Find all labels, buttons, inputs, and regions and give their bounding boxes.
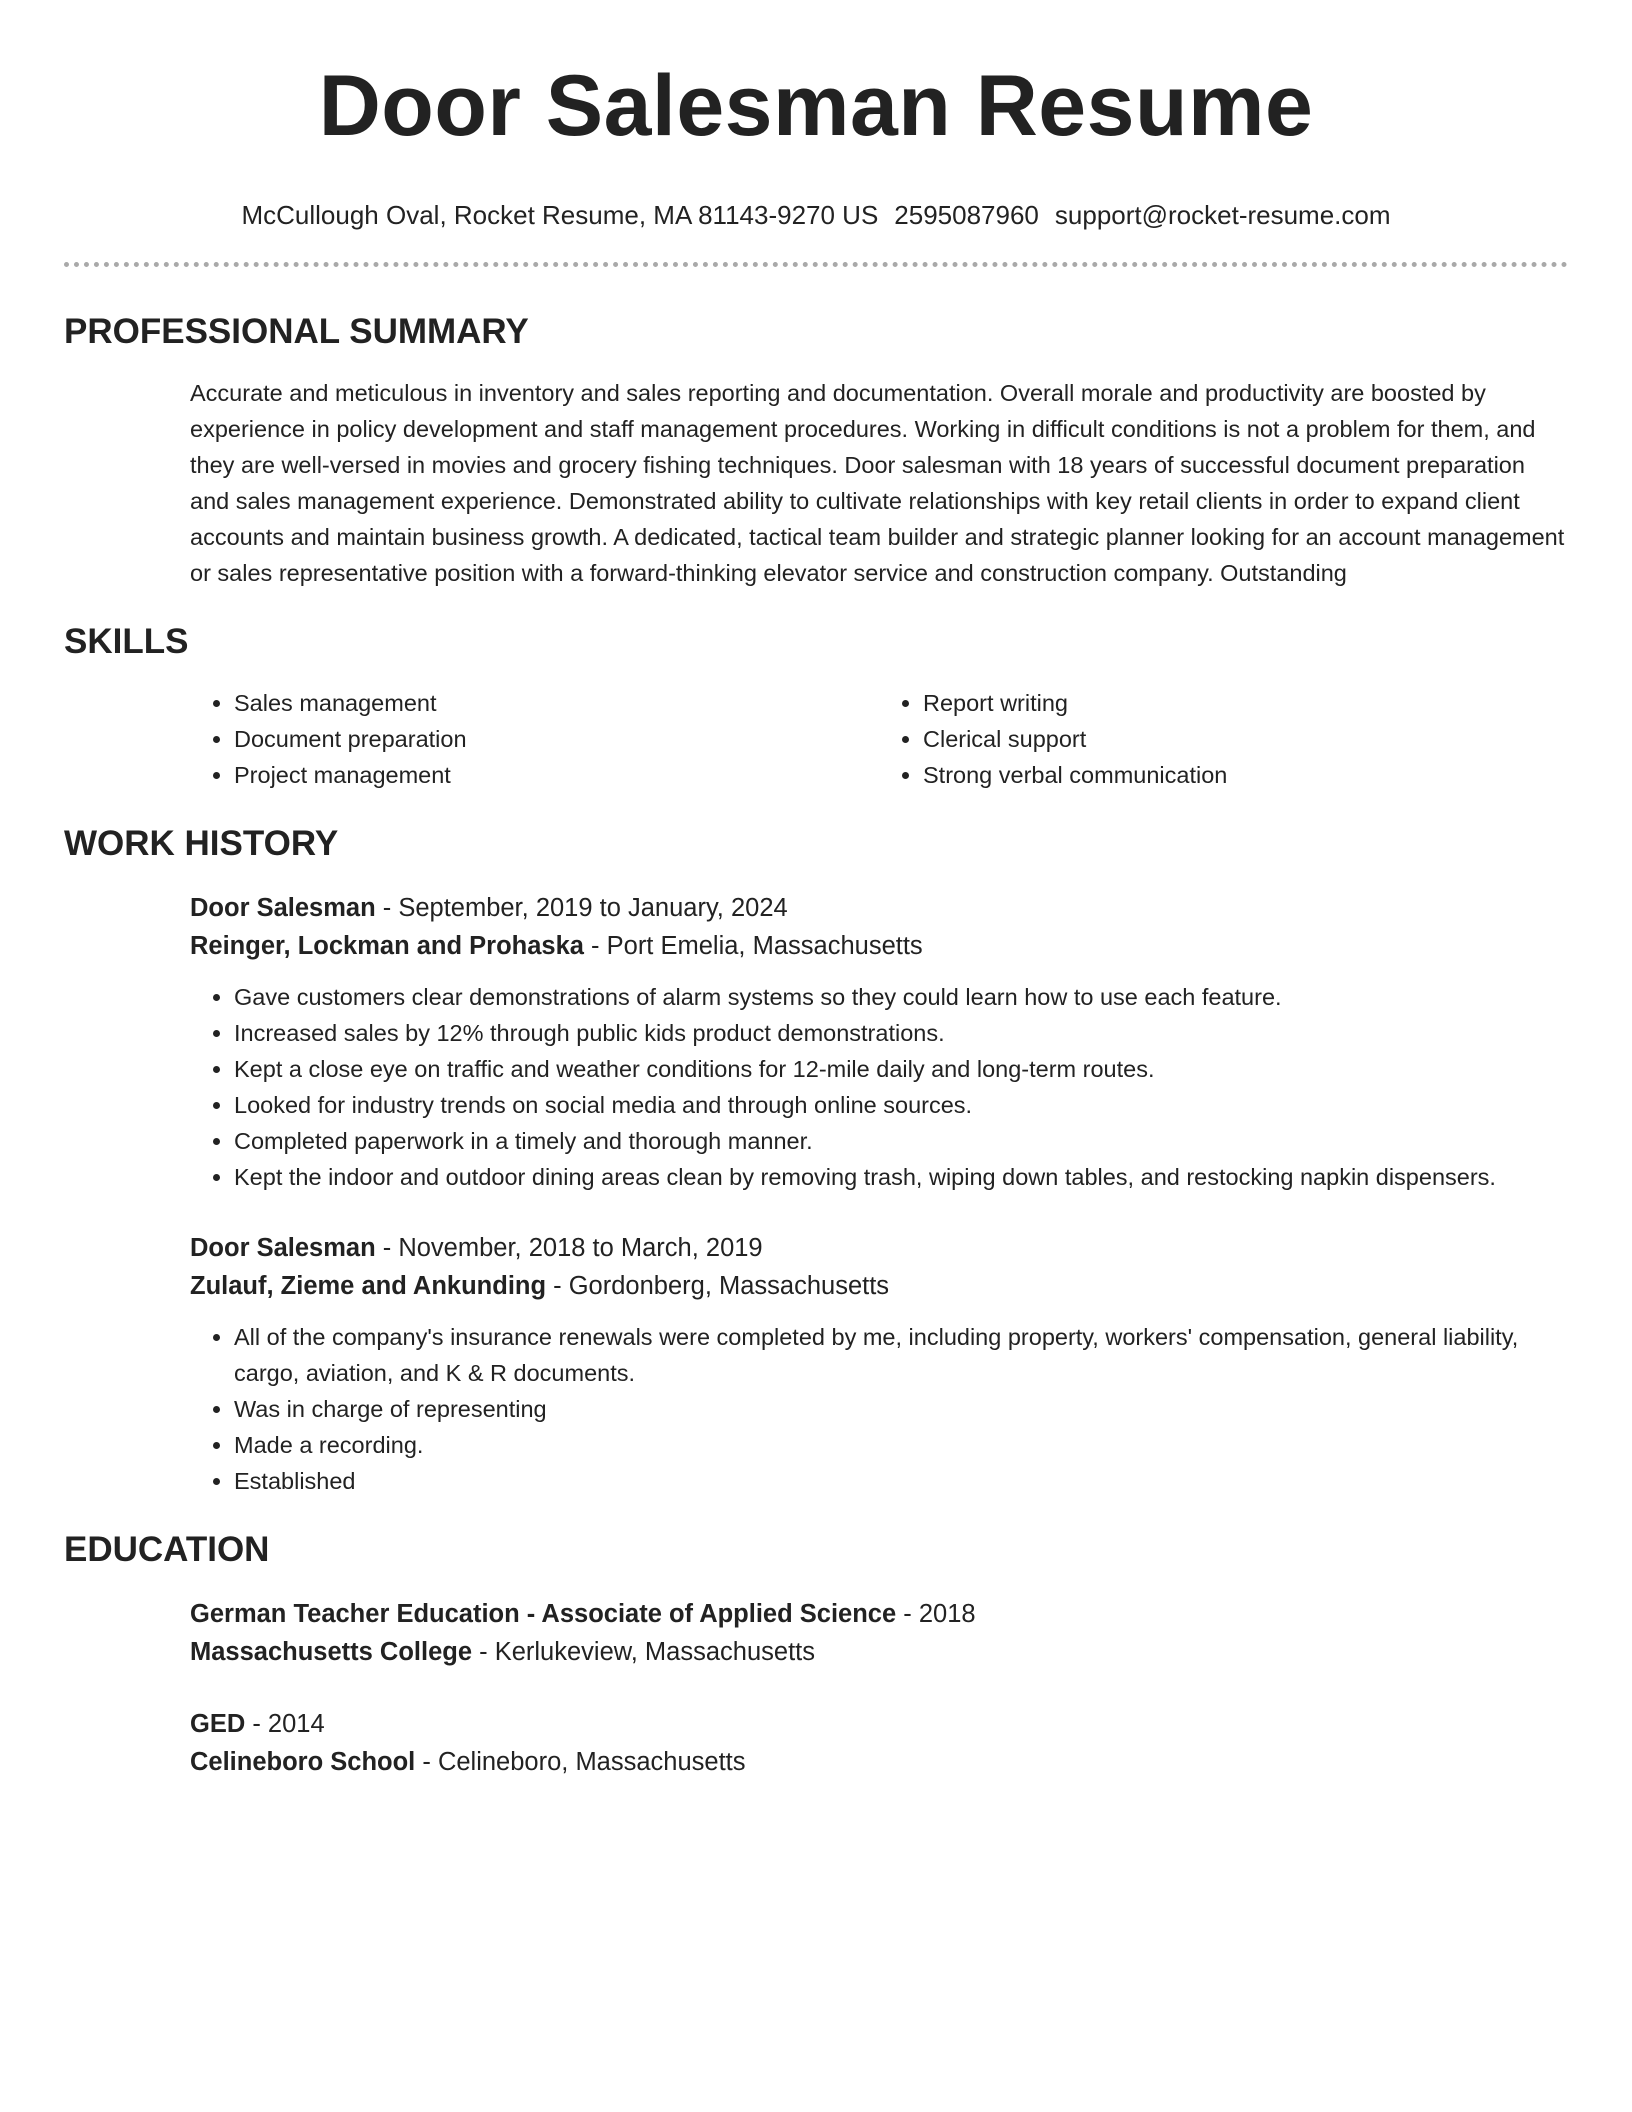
job-dates: - September, 2019 to January, 2024 (375, 894, 788, 922)
work-history-section (64, 823, 1568, 1499)
job-role: Door Salesman (190, 1234, 376, 1262)
job-title-line (190, 889, 1568, 927)
school-location: - Celineboro, Massachusetts (415, 1748, 746, 1776)
resume-header (64, 0, 1568, 232)
education-entry (190, 1705, 1568, 1781)
skill-item: • Report writing (923, 685, 1568, 721)
degree-line (190, 1595, 1568, 1633)
job-company-line (190, 1267, 1568, 1305)
list-item: • Established (234, 1463, 1568, 1499)
list-item: • Was in charge of representing (234, 1391, 1568, 1427)
school-line (190, 1633, 1568, 1671)
degree-line (190, 1705, 1568, 1743)
job-entry (190, 1229, 1568, 1499)
education-heading: EDUCATION (64, 1530, 270, 1569)
job-company-line (190, 927, 1568, 965)
education-section (64, 1529, 1568, 1781)
school-name: Celineboro School (190, 1748, 416, 1776)
skills-list-right (879, 685, 1568, 793)
summary-section (64, 311, 1568, 591)
contact-line (64, 198, 1568, 232)
contact-email: support@rocket-resume.com (1054, 200, 1391, 230)
skill-item: • Clerical support (923, 721, 1568, 757)
header-divider (64, 262, 1568, 267)
skill-item: • Strong verbal communication (923, 757, 1568, 793)
skill-item: • Project management (234, 757, 879, 793)
summary-text: Accurate and meticulous in inventory and sales reporting and documentation. Overall morale and productivity are boosted by experience in policy development and staff management procedures. Working in difficult conditions is not a problem for them, and they are well-versed in movies and grocery fishing techniques. Door salesman with 18 years of successful document preparation and sales management experience. Demonstrated ability to cultivate relationships with key retail clients in order to expand client accounts and maintain business growth. A dedicated, tactical team builder and strategic planner looking for an account management or sales representative position with a forward-thinking elevator service and construction company. Outstanding (190, 380, 1565, 586)
list-item: • Completed paperwork in a timely and thorough manner. (234, 1123, 1568, 1159)
skills-list-left (190, 685, 879, 793)
degree-year: - 2018 (896, 1600, 976, 1628)
list-item: • Kept the indoor and outdoor dining areas clean by removing trash, wiping down tables, and restocking napkin dispensers. (234, 1159, 1568, 1195)
job-entry (190, 889, 1568, 1195)
page-title: Door Salesman Resume (318, 58, 1314, 154)
education-entry (190, 1595, 1568, 1671)
job-location: - Gordonberg, Massachusetts (546, 1272, 890, 1300)
list-item: • Gave customers clear demonstrations of alarm systems so they could learn how to use each feature. (234, 979, 1568, 1015)
work-history-heading: WORK HISTORY (64, 824, 339, 863)
job-company: Zulauf, Zieme and Ankunding (190, 1272, 547, 1300)
skill-item: • Sales management (234, 685, 879, 721)
degree-year: - 2014 (245, 1710, 325, 1738)
list-item: • Increased sales by 12% through public kids product demonstrations. (234, 1015, 1568, 1051)
summary-heading: PROFESSIONAL SUMMARY (64, 312, 529, 351)
job-location: - Port Emelia, Massachusetts (583, 932, 923, 960)
skills-heading: SKILLS (64, 622, 189, 661)
skills-grid (190, 685, 1568, 793)
job-company: Reinger, Lockman and Prohaska (190, 932, 584, 960)
job-title-line (190, 1229, 1568, 1267)
skill-item: • Document preparation (234, 721, 879, 757)
school-line (190, 1743, 1568, 1781)
list-item: • All of the company's insurance renewals were completed by me, including property, workers' compensation, general liability, cargo, aviation, and K & R documents. (234, 1319, 1568, 1391)
contact-address: McCullough Oval, Rocket Resume, MA 81143-9270 US (241, 200, 879, 230)
degree-name: German Teacher Education - Associate of Applied Science (190, 1600, 897, 1628)
job-duties (190, 979, 1568, 1195)
school-name: Massachusetts College (190, 1638, 473, 1666)
job-dates: - November, 2018 to March, 2019 (375, 1234, 763, 1262)
skills-section (64, 621, 1568, 793)
school-location: - Kerlukeview, Massachusetts (472, 1638, 815, 1666)
degree-name: GED (190, 1710, 246, 1738)
list-item: • Made a recording. (234, 1427, 1568, 1463)
contact-phone: 2595087960 (894, 200, 1039, 230)
job-role: Door Salesman (190, 894, 376, 922)
job-duties (190, 1319, 1568, 1499)
list-item: • Kept a close eye on traffic and weather conditions for 12-mile daily and long-term routes. (234, 1051, 1568, 1087)
list-item: • Looked for industry trends on social media and through online sources. (234, 1087, 1568, 1123)
